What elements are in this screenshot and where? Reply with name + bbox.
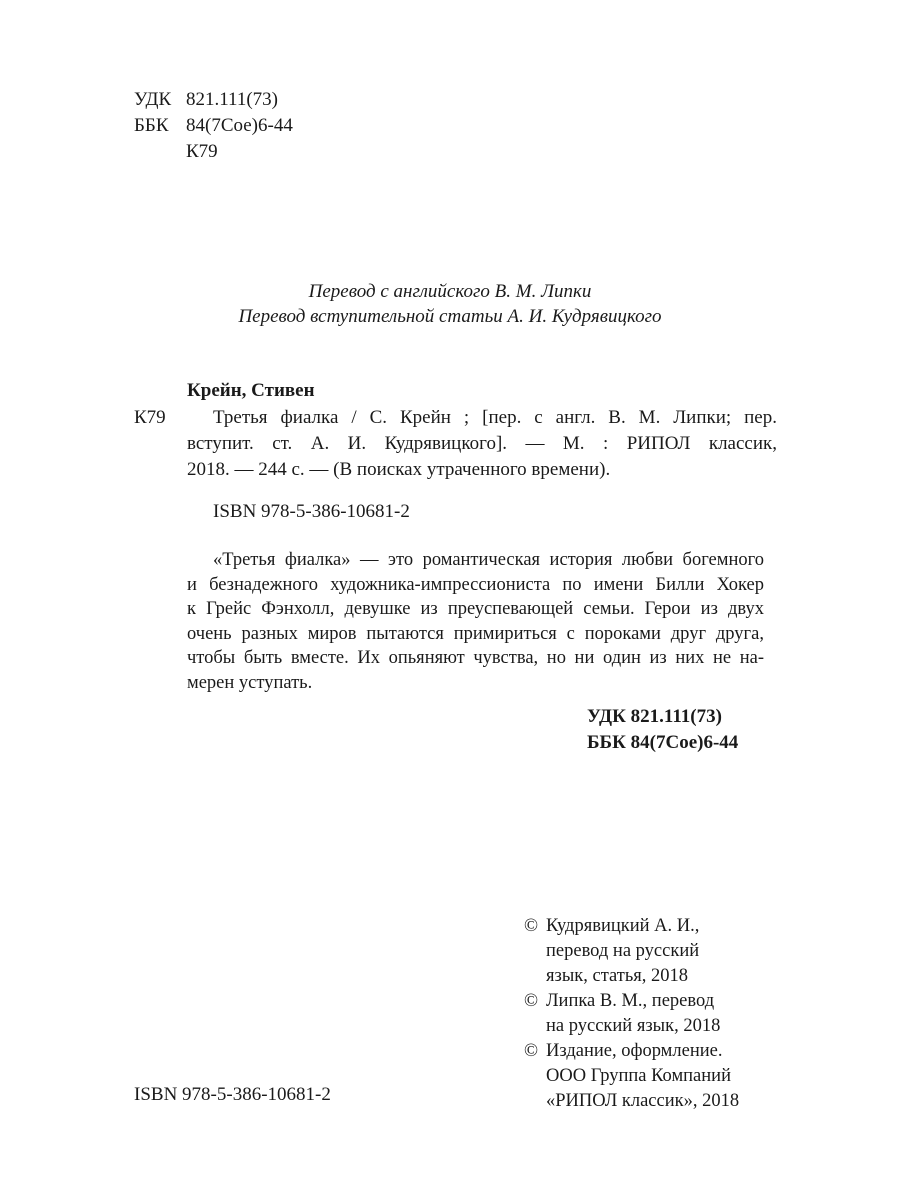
copyright-line: ООО Группа Компаний — [546, 1066, 731, 1086]
card-classification — [587, 704, 738, 756]
annotation-line: к Грейс Фэнхолл, девушке из преуспевающей семьи. Герои из двух — [187, 599, 764, 619]
copyright-entry — [524, 989, 774, 1039]
card-author: Крейн, Стивен — [187, 380, 315, 401]
author-mark: К79 — [186, 141, 218, 162]
copyright-line: на русский язык, 2018 — [546, 1016, 721, 1036]
card-udk: УДК 821.111(73) — [587, 706, 722, 727]
copyright-line: Кудрявицкий А. И., — [546, 916, 700, 936]
copyright-symbol: © — [524, 916, 539, 936]
udk-row — [134, 87, 278, 113]
bbk-value: 84(7Сое)6-44 — [186, 115, 293, 136]
bbk-label: ББК — [134, 115, 169, 136]
translator-credits — [0, 279, 900, 329]
bbk-row — [134, 113, 293, 139]
intro-translation-credit: Перевод вступительной статьи А. И. Кудрявицкого — [238, 306, 662, 327]
copyright-block — [524, 914, 774, 1114]
annotation-line: и безнадежного художника-импрессиониста по имени Билли Хокер — [187, 574, 764, 595]
card-desc-line: вступит. ст. А. И. Кудрявицкого]. — М. : РИПОЛ классик, — [187, 433, 777, 454]
annotation-line: чтобы быть вместе. Их опьяняют чувства, но ни один из них не на- — [187, 648, 764, 668]
author-mark-row — [134, 139, 218, 165]
card-description — [187, 405, 777, 483]
card-isbn: ISBN 978-5-386-10681-2 — [213, 501, 410, 522]
annotation-line: мерен уступать. — [187, 672, 313, 693]
udk-value: 821.111(73) — [186, 89, 278, 110]
copyright-line: «РИПОЛ классик», 2018 — [546, 1091, 740, 1111]
footer-isbn: ISBN 978-5-386-10681-2 — [134, 1084, 331, 1105]
copyright-text — [546, 914, 774, 989]
copyright-text — [546, 989, 774, 1039]
udk-label: УДК — [134, 89, 172, 110]
copyright-line: перевод на русский — [546, 941, 700, 961]
annotation-line: очень разных миров пытаются примириться с пороками друг друга, — [187, 623, 764, 644]
annotation-line: «Третья фиалка» — это романтическая история любви богемного — [213, 550, 764, 570]
card-code: К79 — [134, 407, 166, 428]
copyright-text — [546, 1039, 774, 1114]
card-bbk: ББК 84(7Сое)6-44 — [587, 732, 739, 753]
translation-credit: Перевод с английского В. М. Липки — [308, 281, 592, 302]
annotation — [187, 548, 764, 695]
copyright-symbol: © — [524, 991, 539, 1011]
copyright-line: Липка В. М., перевод — [546, 991, 715, 1011]
copyright-entry — [524, 914, 774, 989]
card-desc-line: 2018. — 244 с. — (В поисках утраченного времени). — [187, 459, 611, 480]
copyright-entry — [524, 1039, 774, 1114]
copyright-line: язык, статья, 2018 — [546, 966, 689, 986]
copyright-symbol: © — [524, 1041, 539, 1061]
copyright-line: Издание, оформление. — [546, 1041, 723, 1061]
card-desc-line: Третья фиалка / С. Крейн ; [пер. с англ. В. М. Липки; пер. — [213, 407, 777, 428]
